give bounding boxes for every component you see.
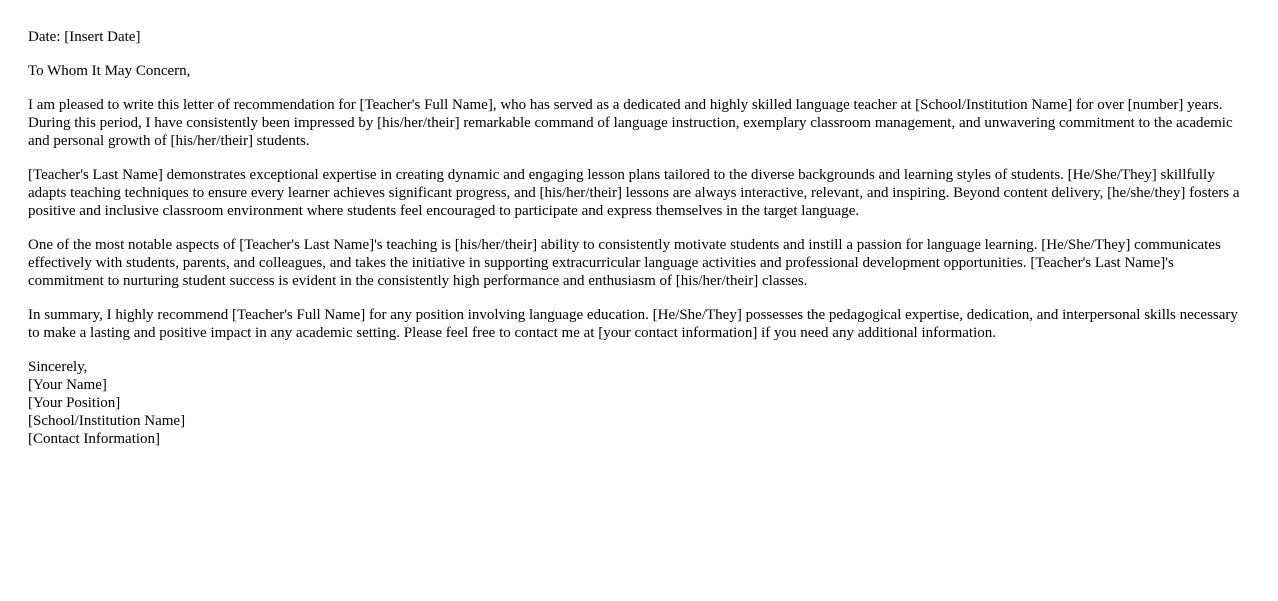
- letter-document: [28, 28, 1248, 464]
- signature-block: [28, 358, 1248, 448]
- salutation: To Whom It May Concern,: [28, 63, 191, 79]
- date-line: Date: [Insert Date]: [28, 29, 141, 45]
- closing: Sincerely,: [28, 359, 88, 375]
- signer-institution: [School/Institution Name]: [28, 413, 186, 429]
- signer-name: [Your Name]: [28, 377, 107, 393]
- body-paragraph-2: [Teacher's Last Name] demonstrates exceptional expertise in creating dynamic and engaging lesson plans tailored to the diverse backgrounds and learning styles of students. [He/She/They] skillfully adapts teaching techniques to ensure every learner achieves significant progress, and [his/her/their] lessons are always interactive, relevant, and inspiring. Beyond content delivery, [he/she/they] fosters a positive and inclusive classroom environment where students feel encouraged to participate and express themselves in the target language.: [28, 167, 1240, 219]
- signer-contact: [Contact Information]: [28, 431, 161, 447]
- body-paragraph-4: In summary, I highly recommend [Teacher's Full Name] for any position involving language education. [He/She/They] possesses the pedagogical expertise, dedication, and interpersonal skills necessary to make a lasting and positive impact in any academic setting. Please feel free to contact me at [your contact information] if you need any additional information.: [28, 307, 1238, 341]
- body-paragraph-3: One of the most notable aspects of [Teacher's Last Name]'s teaching is [his/her/their] ability to consistently motivate students and instill a passion for language learning. [He/She/They] communicates effectively with students, parents, and colleagues, and takes the initiative in supporting extracurricular language activities and professional development opportunities. [Teacher's Last Name]'s commitment to nurturing student success is evident in the consistently high performance and enthusiasm of [his/her/their] classes.: [28, 237, 1221, 289]
- signer-position: [Your Position]: [28, 395, 121, 411]
- body-paragraph-1: I am pleased to write this letter of recommendation for [Teacher's Full Name], who has served as a dedicated and highly skilled language teacher at [School/Institution Name] for over [number] years. During this period, I have consistently been impressed by [his/her/their] remarkable command of language instruction, exemplary classroom management, and unwavering commitment to the academic and personal growth of [his/her/their] students.: [28, 97, 1233, 149]
